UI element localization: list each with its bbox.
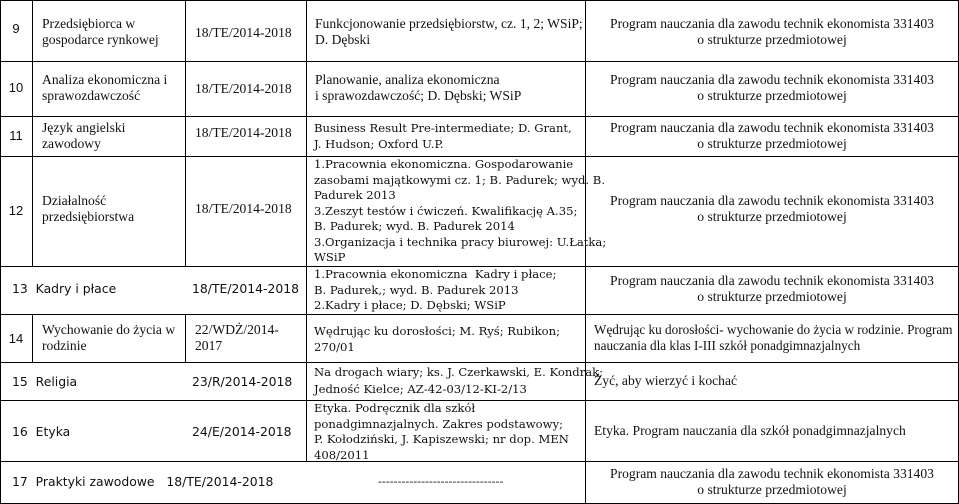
textbook: Funkcjonowanie przedsiębiorstw, cz. 1, 2; WSiP; D. Dębski bbox=[315, 16, 583, 47]
textbook: Wędrując ku dorosłości; M. Ryś; Rubikon; 270/01 bbox=[314, 324, 560, 354]
subject-name: Język angielski zawodowy bbox=[42, 120, 126, 151]
row-number: 11 bbox=[9, 128, 23, 143]
textbook: -------------------------------- bbox=[378, 474, 504, 488]
row-number: 10 bbox=[8, 80, 24, 95]
curriculum: Program nauczania dla zawodu technik ekonomista 331403 o strukturze przedmiotowej bbox=[610, 16, 934, 47]
textbook: 1.Pracownia ekonomiczna. Gospodarowanie zasobami majątkowymi cz. 1; B. Padurek; wyd. B. Padurek 2013 3.Zeszyt testów i ćwiczeń. Kwalifikację A.35; B. Padurek; wyd. B. Padurek 2014 3.Organizacja i technika pracy biurowej: U.Łatka; WSiP bbox=[314, 157, 607, 264]
curriculum: Program nauczania dla zawodu technik ekonomista 331403 o strukturze przedmiotowej bbox=[610, 193, 934, 224]
col-divider bbox=[0, 0, 1, 504]
row-divider bbox=[0, 314, 959, 315]
subject-name bbox=[12, 281, 116, 297]
subject-name: Przedsiębiorca w gospodarce rynkowej bbox=[42, 16, 159, 47]
row-number: 17 bbox=[12, 474, 28, 489]
textbook: Etyka. Podręcznik dla szkół ponadgimnazjalnych. Zakres podstawowy; P. Kołodziński, J. Kapiszewski; nr dop. MEN 408/2011 bbox=[314, 401, 569, 462]
textbook: Business Result Pre-intermediate; D. Grant, J. Hudson; Oxford U.P. bbox=[314, 121, 572, 151]
program-code: 18/TE/2014-2018 bbox=[192, 281, 300, 296]
subject-name: Analiza ekonomiczna i sprawozdawczość bbox=[42, 72, 168, 103]
row-number: 16 bbox=[12, 424, 28, 439]
curriculum: Żyć, aby wierzyć i kochać bbox=[594, 373, 738, 388]
textbook: Planowanie, analiza ekonomiczna i sprawozdawczość; D. Dębski; WSiP bbox=[315, 72, 522, 103]
subject-name: Działalność przedsiębiorstwa bbox=[42, 193, 135, 224]
row-divider bbox=[0, 0, 959, 1]
subject-label: Religia bbox=[35, 374, 78, 389]
row-number: 15 bbox=[12, 374, 28, 389]
row-divider bbox=[0, 116, 959, 117]
col-divider bbox=[32, 314, 33, 362]
row-number: 9 bbox=[12, 21, 20, 36]
col-divider bbox=[306, 0, 307, 461]
row-number: 12 bbox=[8, 203, 24, 218]
program-code: 18/TE/2014-2018 bbox=[195, 125, 292, 140]
col-divider bbox=[185, 314, 186, 362]
curriculum: Program nauczania dla zawodu technik ekonomista 331403 o strukturze przedmiotowej bbox=[610, 466, 934, 497]
col-divider bbox=[185, 0, 186, 266]
curriculum: Program nauczania dla zawodu technik ekonomista 331403 o strukturze przedmiotowej bbox=[610, 72, 934, 103]
subject-name: Wychowanie do życia w rodzinie bbox=[42, 322, 176, 353]
program-code: 22/WDŻ/2014- 2017 bbox=[195, 322, 279, 353]
row-divider bbox=[0, 61, 959, 62]
program-code: 18/TE/2014-2018 bbox=[195, 25, 292, 40]
row-divider bbox=[0, 362, 959, 363]
row-number: 13 bbox=[12, 281, 28, 296]
program-code: 18/TE/2014-2018 bbox=[195, 201, 292, 216]
curriculum: Wędrując ku dorosłości- wychowanie do życia w rodzinie. Program nauczania dla klas I-III szkół ponadgimnazjalnych bbox=[594, 322, 953, 353]
curriculum: Program nauczania dla zawodu technik ekonomista 331403 o strukturze przedmiotowej bbox=[610, 120, 934, 151]
subject-label: Etyka bbox=[35, 424, 71, 439]
curriculum: Etyka. Program nauczania dla szkół ponadgimnazjalnych bbox=[594, 423, 906, 438]
subject-name bbox=[12, 374, 77, 390]
program-code: 18/TE/2014-2018 bbox=[166, 474, 274, 489]
textbook: 1.Pracownia ekonomiczna Kadry i płace; B. Padurek,; wyd. B. Padurek 2013 2.Kadry i płace; D. Dębski; WSiP bbox=[314, 267, 557, 312]
program-code: 23/R/2014-2018 bbox=[192, 374, 293, 389]
subject-name bbox=[12, 424, 70, 440]
program-code: 24/E/2014-2018 bbox=[192, 424, 292, 439]
subject-name bbox=[12, 474, 273, 490]
subject-label: Kadry i płace bbox=[35, 281, 117, 296]
subject-label: Praktyki zawodowe bbox=[35, 474, 155, 489]
col-divider bbox=[32, 0, 33, 266]
textbook: Na drogach wiary; ks. J. Czerkawski, E. Kondrak; Jedność Kielce; AZ-42-03/12-KI-2/13 bbox=[314, 365, 604, 396]
curriculum: Program nauczania dla zawodu technik ekonomista 331403 o strukturze przedmiotowej bbox=[610, 273, 934, 304]
program-code: 18/TE/2014-2018 bbox=[195, 81, 292, 96]
row-number: 14 bbox=[8, 331, 24, 346]
